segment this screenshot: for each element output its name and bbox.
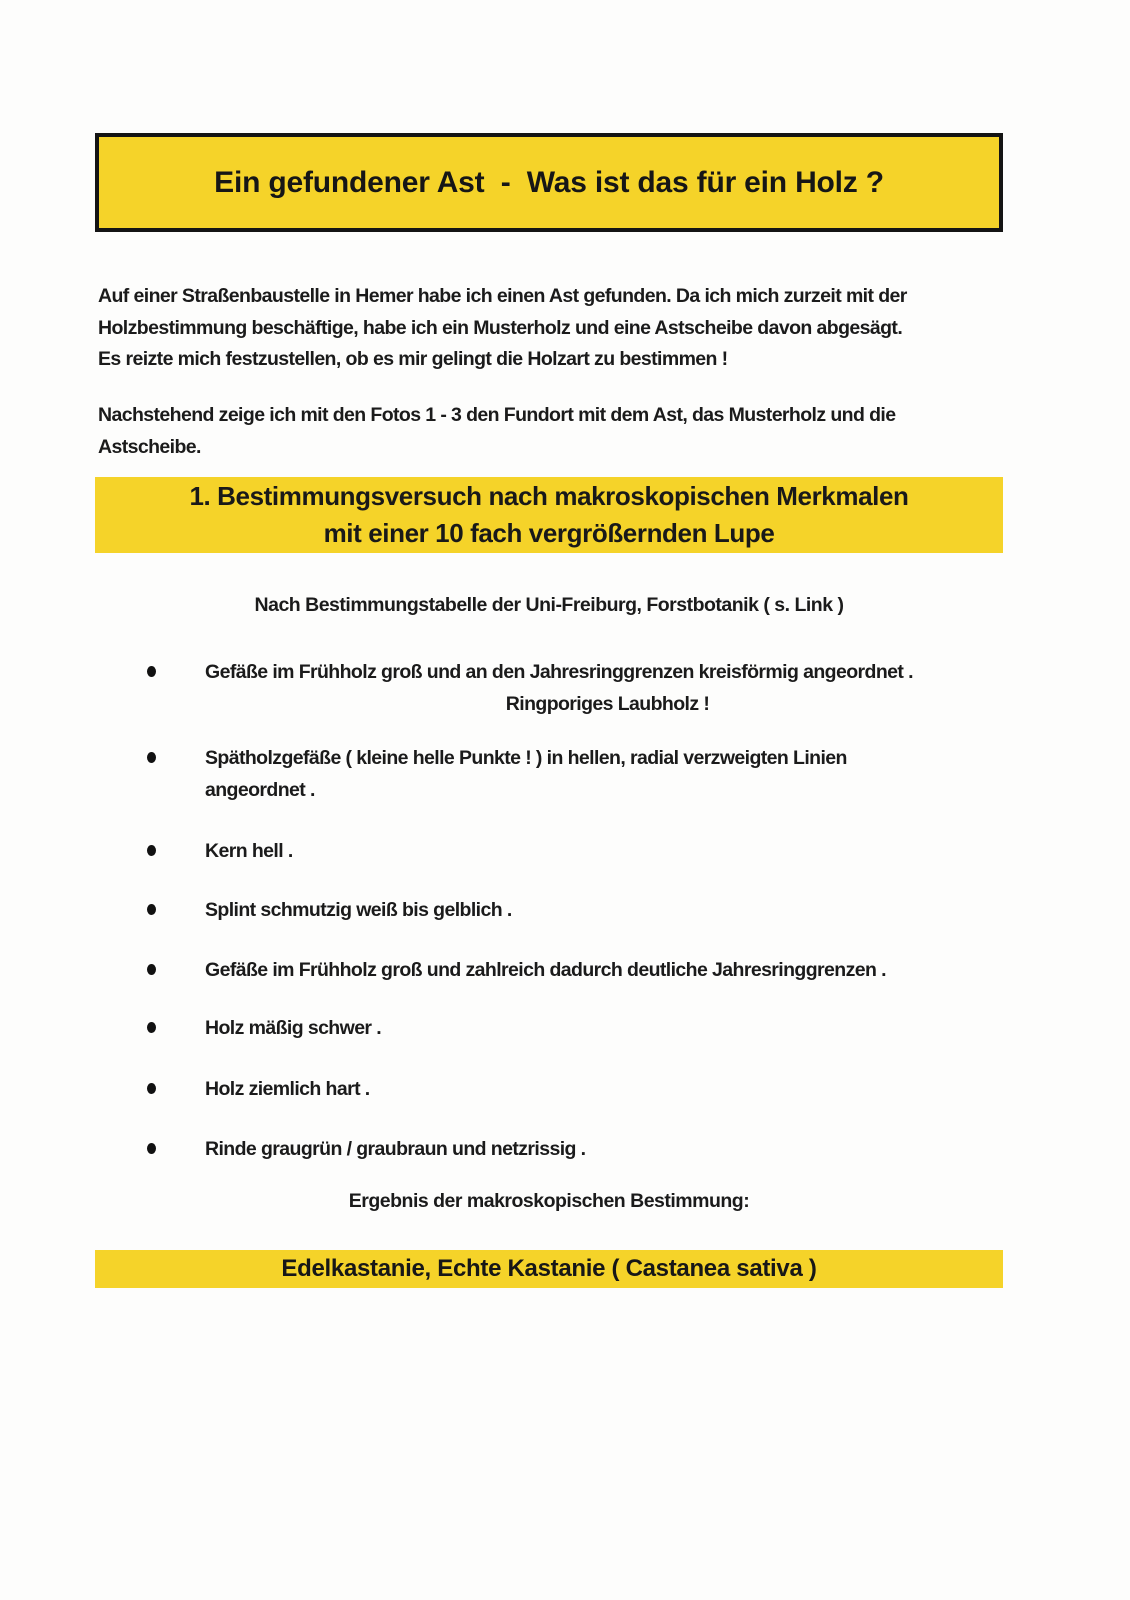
paragraph-line: Holzbestimmung beschäftige, habe ich ein Musterholz und eine Astscheibe davon abgesägt. (98, 316, 903, 339)
bullet-text (205, 1133, 1010, 1165)
paragraph-line: Astscheibe. (98, 435, 201, 458)
bullet-text-line: Rinde graugrün / graubraun und netzrissig . (205, 1138, 586, 1160)
bullet-text-line: Holz ziemlich hart . (205, 1078, 370, 1100)
bullet-icon (147, 904, 156, 915)
bullet-text (205, 1073, 1010, 1105)
list-item (145, 1073, 1010, 1105)
result-banner (95, 1250, 1003, 1288)
bullet-icon (147, 1143, 156, 1154)
section1-heading-banner (95, 477, 1003, 553)
page-title: Ein gefundener Ast - Was ist das für ein Holz ? (214, 165, 884, 199)
section1-subheading: Nach Bestimmungstabelle der Uni-Freiburg, Forstbotanik ( s. Link ) (254, 594, 844, 616)
bullet-text (205, 656, 1010, 720)
bullet-text-line: Ringporiges Laubholz ! (505, 693, 710, 715)
bullet-icon (147, 752, 156, 763)
title-banner (95, 133, 1003, 232)
list-item (145, 1012, 1010, 1044)
result-label: Ergebnis der makroskopischen Bestimmung: (348, 1190, 750, 1212)
bullet-text-line: Gefäße im Frühholz groß und an den Jahresringgrenzen kreisförmig angeordnet . (205, 661, 913, 683)
bullet-text-line: Holz mäßig schwer . (205, 1017, 382, 1039)
bullet-text (205, 742, 1010, 806)
paragraph-line: Nachstehend zeige ich mit den Fotos 1 - 3 den Fundort mit dem Ast, das Musterholz und die (98, 404, 896, 426)
paragraph-line: Es reizte mich festzustellen, ob es mir gelingt die Holzart zu bestimmen ! (98, 348, 728, 370)
paragraph-line: Auf einer Straßenbaustelle in Hemer habe ich einen Ast gefunden. Da ich mich zurzeit mit der (98, 285, 907, 307)
bullet-icon (147, 1083, 156, 1094)
section1-heading-line1: 1. Bestimmungsversuch nach makroskopischen Merkmalen (189, 481, 909, 511)
bullet-text-line: Kern hell . (205, 840, 293, 862)
bullet-text (205, 954, 1010, 986)
section1-heading-line2: mit einer 10 fach vergrößernden Lupe (323, 518, 775, 548)
list-item (145, 954, 1010, 986)
bullet-text (205, 1012, 1010, 1044)
bullet-text-line: Spätholzgefäße ( kleine helle Punkte ! ) in hellen, radial verzweigten Linien (205, 747, 847, 769)
list-item (145, 894, 1010, 926)
result-text: Edelkastanie, Echte Kastanie ( Castanea sativa ) (281, 1255, 817, 1282)
bullet-text-line: angeordnet . (205, 779, 315, 801)
list-item (145, 656, 1010, 720)
bullet-icon (147, 666, 156, 677)
bullet-text (205, 835, 1010, 867)
bullet-icon (147, 964, 156, 975)
list-item (145, 835, 1010, 867)
bullet-icon (147, 1022, 156, 1033)
intro-paragraph-1 (98, 281, 907, 376)
list-item (145, 742, 1010, 806)
bullet-icon (147, 845, 156, 856)
intro-paragraph-2 (98, 400, 895, 463)
list-item (145, 1133, 1010, 1165)
bullet-text (205, 894, 1010, 926)
bullet-text-line: Splint schmutzig weiß bis gelblich . (205, 899, 512, 921)
bullet-text-line: Gefäße im Frühholz groß und zahlreich dadurch deutliche Jahresringgrenzen . (205, 959, 886, 981)
